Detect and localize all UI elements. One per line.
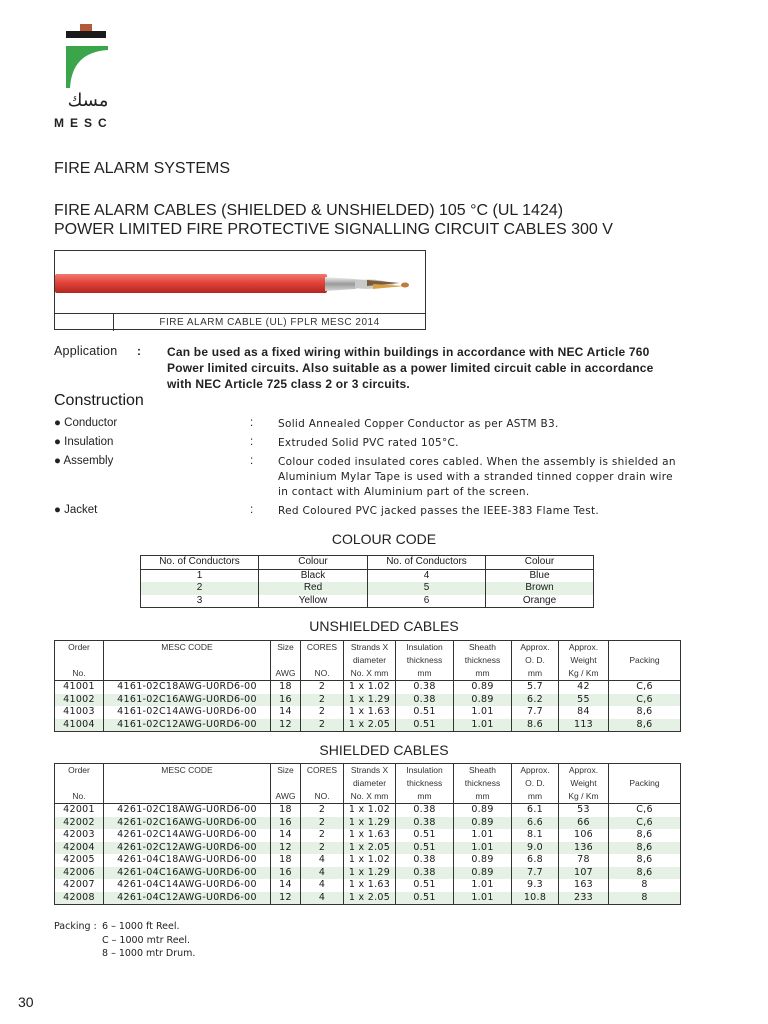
packing-line: 6 – 1000 ft Reel. (102, 921, 180, 932)
table-cell: 4 (301, 867, 344, 880)
construction-row-conductor (54, 417, 754, 433)
table-cell: 7.7 (512, 867, 559, 880)
construction-value: Extruded Solid PVC rated 105°C. (278, 437, 459, 449)
table-cell: 6.2 (512, 694, 559, 707)
table-cell: 1.01 (454, 706, 512, 719)
header-packing: Packing (609, 764, 681, 804)
table-cell: 4261-04C12AWG-U0RD6-00 (104, 892, 271, 905)
table-cell: 42005 (55, 854, 104, 867)
table-cell: 2 (301, 719, 344, 732)
colour-header: No. of Conductors (368, 556, 486, 570)
table-cell: 2 (301, 706, 344, 719)
table-cell: 16 (271, 817, 301, 830)
construction-row-assembly (54, 455, 754, 501)
table-cell: 1 x 1.29 (344, 867, 396, 880)
table-cell: 0.89 (454, 867, 512, 880)
table-cell: 8,6 (609, 706, 681, 719)
table-cell: 10.8 (512, 892, 559, 905)
table-cell: 1 x 2.05 (344, 892, 396, 905)
table-cell: 41002 (55, 694, 104, 707)
header-sheath: Sheath thickness mm (454, 641, 512, 681)
table-row (55, 719, 681, 732)
table-cell: 42001 (55, 804, 104, 817)
construction-row-insulation (54, 436, 754, 452)
table-cell: 8.1 (512, 829, 559, 842)
logo-text: MESC (54, 116, 113, 130)
table-cell: 42 (559, 681, 609, 694)
application-line: Power limited circuits. Also suitable as a power limited circuit cable in accordance (167, 361, 654, 375)
table-cell: 163 (559, 879, 609, 892)
table-cell: 0.38 (396, 817, 454, 830)
construction-colon: : (250, 417, 254, 429)
table-cell: 107 (559, 867, 609, 880)
table-cell: 4261-02C18AWG-U0RD6-00 (104, 804, 271, 817)
table-cell: 8,6 (609, 719, 681, 732)
construction-heading: Construction (54, 392, 144, 409)
table-cell: 1 x 1.02 (344, 854, 396, 867)
construction-label: ● Jacket (54, 504, 98, 516)
construction-row-jacket (54, 504, 754, 520)
table-cell: 1 x 1.63 (344, 879, 396, 892)
table-cell: 113 (559, 719, 609, 732)
table-cell: 8,6 (609, 829, 681, 842)
table-cell: 14 (271, 879, 301, 892)
table-cell: 0.38 (396, 681, 454, 694)
table-cell: 6.1 (512, 804, 559, 817)
cable-image-box (54, 250, 426, 330)
colour-cell: 5 (368, 582, 486, 595)
colour-header: Colour (259, 556, 368, 570)
table-cell: 2 (301, 817, 344, 830)
construction-label: ● Insulation (54, 436, 114, 448)
colour-cell: Orange (486, 595, 594, 608)
table-cell: 4261-02C16AWG-U0RD6-00 (104, 817, 271, 830)
colour-cell: Yellow (259, 595, 368, 608)
colour-code-title: COLOUR CODE (331, 531, 437, 547)
colour-cell: 2 (141, 582, 259, 595)
table-row (55, 694, 681, 707)
packing-line: 8 – 1000 mtr Drum. (102, 948, 196, 959)
table-cell: 41004 (55, 719, 104, 732)
construction-label: ● Assembly (54, 455, 114, 467)
table-row (55, 706, 681, 719)
table-cell: 66 (559, 817, 609, 830)
table-cell: 42006 (55, 867, 104, 880)
colour-code-table (140, 555, 594, 608)
table-cell: 4 (301, 879, 344, 892)
table-cell: 4161-02C12AWG-U0RD6-00 (104, 719, 271, 732)
header-size: Size AWG (271, 764, 301, 804)
table-cell: 0.38 (396, 694, 454, 707)
colour-cell: Brown (486, 582, 594, 595)
header-weight: Approx. Weight Kg / Km (559, 641, 609, 681)
table-cell: 7.7 (512, 706, 559, 719)
table-cell: 42007 (55, 879, 104, 892)
table-cell: 106 (559, 829, 609, 842)
table-cell: 0.51 (396, 892, 454, 905)
table-cell: 1.01 (454, 829, 512, 842)
table-cell: 1.01 (454, 892, 512, 905)
shielded-title: SHIELDED CABLES (319, 742, 449, 758)
table-row (55, 817, 681, 830)
header-strands: Strands X diameter No. X mm (344, 641, 396, 681)
header-mesc-code: MESC CODE (104, 641, 271, 681)
table-row (55, 681, 681, 694)
table-cell: 4161-02C16AWG-U0RD6-00 (104, 694, 271, 707)
application-line: Can be used as a fixed wiring within buildings in accordance with NEC Article 760 (167, 345, 650, 359)
cable-caption: FIRE ALARM CABLE (UL) FPLR MESC 2014 (159, 317, 380, 328)
table-header-row (55, 641, 681, 681)
header-cores: CORES NO. (301, 764, 344, 804)
colour-cell: Blue (486, 569, 594, 582)
table-cell: 2 (301, 681, 344, 694)
header-cores: CORES NO. (301, 641, 344, 681)
colour-cell: 3 (141, 595, 259, 608)
table-cell: 4 (301, 854, 344, 867)
table-cell: 8,6 (609, 842, 681, 855)
table-cell: 8,6 (609, 867, 681, 880)
table-cell: 6.6 (512, 817, 559, 830)
table-cell: 18 (271, 804, 301, 817)
table-cell: 0.89 (454, 804, 512, 817)
table-cell: 18 (271, 681, 301, 694)
table-cell: 14 (271, 706, 301, 719)
table-row (55, 829, 681, 842)
colour-cell: 6 (368, 595, 486, 608)
header-weight: Approx. Weight Kg / Km (559, 764, 609, 804)
table-cell: 2 (301, 804, 344, 817)
table-cell: 0.51 (396, 829, 454, 842)
header-od: Approx. O. D. mm (512, 764, 559, 804)
packing-line: C – 1000 mtr Reel. (102, 934, 191, 946)
table-cell: 6.8 (512, 854, 559, 867)
table-cell: 0.38 (396, 854, 454, 867)
table-cell: 12 (271, 842, 301, 855)
table-cell: 8 (609, 879, 681, 892)
colour-table-row (141, 569, 594, 582)
colour-cell: 4 (368, 569, 486, 582)
table-row (55, 854, 681, 867)
table-cell: 1.01 (454, 879, 512, 892)
table-cell: 1.01 (454, 842, 512, 855)
table-cell: 0.38 (396, 867, 454, 880)
table-cell: 8,6 (609, 854, 681, 867)
header-sheath: Sheath thickness mm (454, 764, 512, 804)
construction-value: Colour coded insulated cores cabled. When the assembly is shielded an Aluminium Mylar Tape is used with a stranded tinned copper drain wire in contact with Aluminium part of the screen. (278, 456, 676, 498)
table-cell: 53 (559, 804, 609, 817)
table-cell: 0.51 (396, 719, 454, 732)
table-cell: 0.89 (454, 817, 512, 830)
construction-label: ● Conductor (54, 417, 118, 429)
table-cell: 78 (559, 854, 609, 867)
table-cell: 1 x 1.63 (344, 706, 396, 719)
shielded-cables-table (54, 763, 681, 905)
table-cell: 8.6 (512, 719, 559, 732)
table-cell: 4261-04C16AWG-U0RD6-00 (104, 867, 271, 880)
caption-empty-cell (55, 314, 114, 331)
table-cell: 0.51 (396, 879, 454, 892)
table-row (55, 892, 681, 905)
section-title: FIRE ALARM SYSTEMS (54, 160, 231, 177)
table-cell: C,6 (609, 694, 681, 707)
unshielded-cables-table (54, 640, 681, 732)
table-cell: 9.3 (512, 879, 559, 892)
table-cell: 0.89 (454, 694, 512, 707)
table-cell: 136 (559, 842, 609, 855)
table-cell: 42004 (55, 842, 104, 855)
table-cell: 4 (301, 892, 344, 905)
packing-lines (102, 920, 195, 961)
logo-arabic-text: مسك (67, 90, 109, 111)
table-header-row (55, 764, 681, 804)
table-cell: 42002 (55, 817, 104, 830)
table-cell: 42003 (55, 829, 104, 842)
header-size: Size AWG (271, 641, 301, 681)
table-cell: 1.01 (454, 719, 512, 732)
table-cell: 4161-02C14AWG-U0RD6-00 (104, 706, 271, 719)
page-title-line-2: POWER LIMITED FIRE PROTECTIVE SIGNALLING CIRCUIT CABLES 300 V (54, 221, 613, 238)
construction-colon: : (250, 504, 254, 516)
construction-colon: : (250, 455, 254, 467)
table-cell: 18 (271, 854, 301, 867)
table-cell: 0.51 (396, 842, 454, 855)
table-cell: 4261-04C18AWG-U0RD6-00 (104, 854, 271, 867)
construction-value: Red Coloured PVC jacked passes the IEEE-383 Flame Test. (278, 505, 600, 517)
table-cell: 9.0 (512, 842, 559, 855)
table-cell: 8 (609, 892, 681, 905)
table-cell: C,6 (609, 817, 681, 830)
table-cell: 5.7 (512, 681, 559, 694)
table-cell: 1 x 1.02 (344, 804, 396, 817)
table-row (55, 842, 681, 855)
table-cell: C,6 (609, 681, 681, 694)
table-cell: 2 (301, 829, 344, 842)
table-cell: 42008 (55, 892, 104, 905)
table-cell: 12 (271, 892, 301, 905)
table-cell: 16 (271, 694, 301, 707)
table-cell: 233 (559, 892, 609, 905)
header-strands: Strands X diameter No. X mm (344, 764, 396, 804)
unshielded-title: UNSHIELDED CABLES (309, 618, 459, 634)
table-cell: 55 (559, 694, 609, 707)
table-cell: 4161-02C18AWG-U0RD6-00 (104, 681, 271, 694)
colour-table-header-row (141, 556, 594, 570)
packing-label: Packing : (54, 921, 97, 932)
cable-caption-row (55, 313, 425, 331)
colour-table-row (141, 582, 594, 595)
table-cell: 1 x 2.05 (344, 719, 396, 732)
application-text (167, 344, 687, 392)
header-mesc-code: MESC CODE (104, 764, 271, 804)
header-insulation: Insulation thickness mm (396, 764, 454, 804)
page-number: 30 (18, 994, 34, 1010)
header-packing: Packing (609, 641, 681, 681)
table-cell: 1 x 1.29 (344, 817, 396, 830)
table-row (55, 867, 681, 880)
table-cell: 12 (271, 719, 301, 732)
logo-icon (58, 22, 128, 92)
table-row (55, 804, 681, 817)
header-od: Approx. O. D. mm (512, 641, 559, 681)
table-cell: 0.51 (396, 706, 454, 719)
table-cell: 1 x 1.02 (344, 681, 396, 694)
table-cell: 0.89 (454, 854, 512, 867)
construction-colon: : (250, 436, 254, 448)
table-cell: 1 x 1.63 (344, 829, 396, 842)
table-cell: 2 (301, 842, 344, 855)
page-title-line-1: FIRE ALARM CABLES (SHIELDED & UNSHIELDED) 105 °C (UL 1424) (54, 202, 564, 219)
table-cell: 0.38 (396, 804, 454, 817)
application-line: with NEC Article 725 class 2 or 3 circuits. (167, 377, 410, 391)
table-cell: 16 (271, 867, 301, 880)
application-colon: : (137, 344, 142, 358)
colour-cell: Black (259, 569, 368, 582)
table-cell: 84 (559, 706, 609, 719)
table-cell: 1 x 2.05 (344, 842, 396, 855)
table-cell: 4261-04C14AWG-U0RD6-00 (104, 879, 271, 892)
table-cell: 4261-02C12AWG-U0RD6-00 (104, 842, 271, 855)
table-cell: 2 (301, 694, 344, 707)
construction-value: Solid Annealed Copper Conductor as per ASTM B3. (278, 418, 559, 430)
table-cell: C,6 (609, 804, 681, 817)
application-label: Application (54, 344, 118, 358)
colour-header: Colour (486, 556, 594, 570)
header-order: Order No. (55, 764, 104, 804)
table-row (55, 879, 681, 892)
table-cell: 0.89 (454, 681, 512, 694)
header-insulation: Insulation thickness mm (396, 641, 454, 681)
colour-header: No. of Conductors (141, 556, 259, 570)
table-cell: 1 x 1.29 (344, 694, 396, 707)
colour-cell: 1 (141, 569, 259, 582)
cable-illustration (55, 251, 425, 313)
table-cell: 14 (271, 829, 301, 842)
table-cell: 41001 (55, 681, 104, 694)
colour-table-row (141, 595, 594, 608)
table-cell: 41003 (55, 706, 104, 719)
header-order: Order No. (55, 641, 104, 681)
colour-cell: Red (259, 582, 368, 595)
table-cell: 4261-02C14AWG-U0RD6-00 (104, 829, 271, 842)
